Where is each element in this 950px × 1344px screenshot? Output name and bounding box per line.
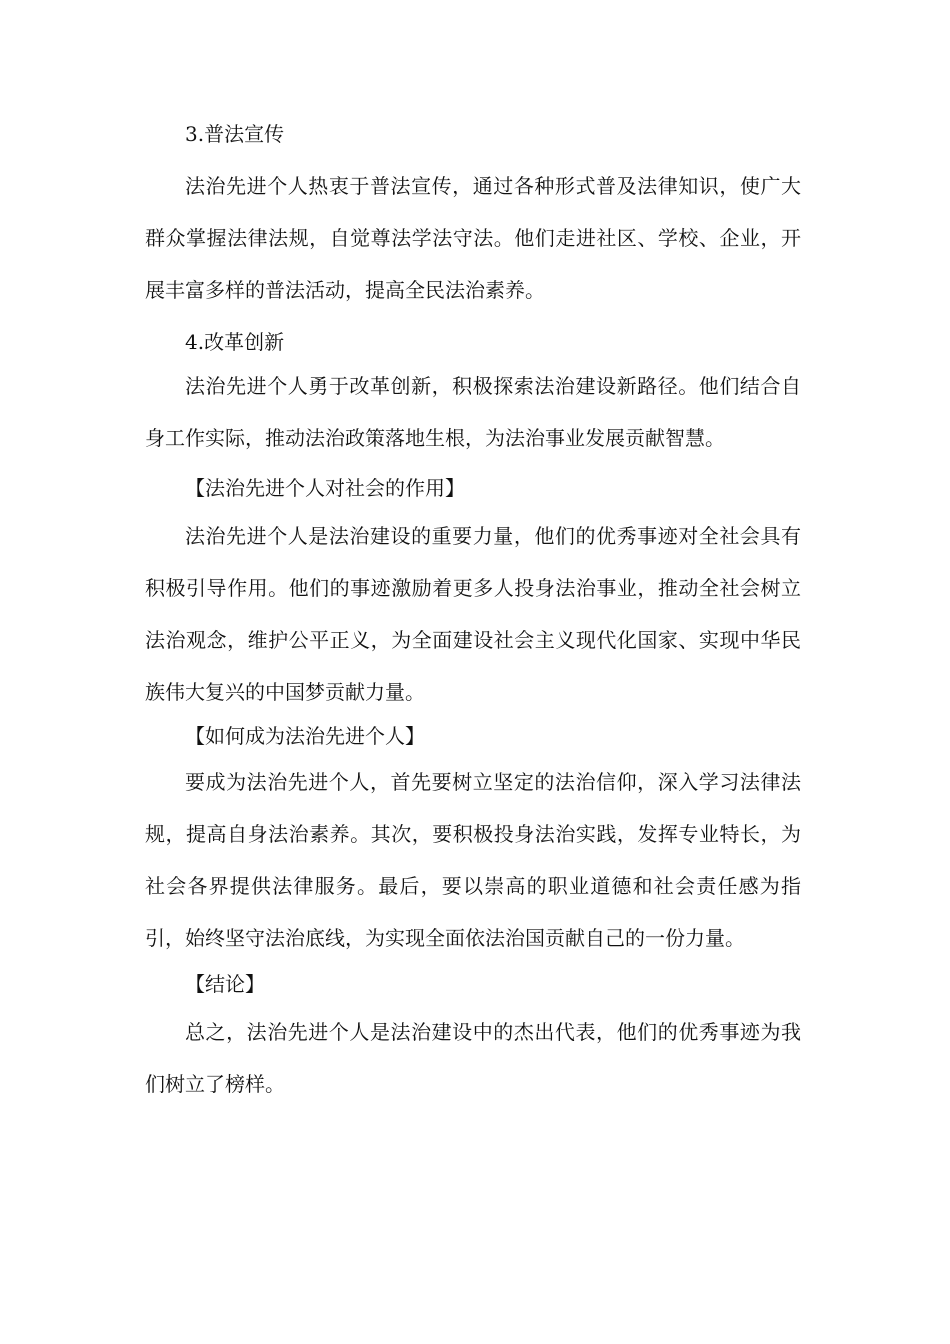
section-heading-popularization: 3.普法宣传 (185, 122, 285, 146)
paragraph: 法治先进个人热衷于普法宣传，通过各种形式普及法律知识，使广大群众掌握法律法规，自觉尊法学法守法。他们走进社区、学校、企业，开展丰富多样的普法活动，提高全民法治素养。 (145, 174, 801, 302)
paragraph: 法治先进个人是法治建设的重要力量，他们的优秀事迹对全社会具有积极引导作用。他们的事迹激励着更多人投身法治事业，推动全社会树立法治观念，维护公平正义，为全面建设社会主义现代化国家、实现中华民族伟大复兴的中国梦贡献力量。 (145, 524, 801, 704)
section-heading-social-role: 【法治先进个人对社会的作用】 (185, 476, 465, 500)
paragraph: 总之，法治先进个人是法治建设中的杰出代表，他们的优秀事迹为我们树立了榜样。 (145, 1020, 801, 1096)
section-heading-conclusion: 【结论】 (185, 972, 265, 996)
paragraph: 法治先进个人勇于改革创新，积极探索法治建设新路径。他们结合自身工作实际，推动法治政策落地生根，为法治事业发展贡献智慧。 (145, 374, 801, 450)
section-body-popularization (145, 160, 801, 316)
section-body-social-role (145, 510, 801, 718)
section-body-innovation (145, 360, 801, 464)
section-body-conclusion (145, 1006, 801, 1110)
paragraph: 要成为法治先进个人，首先要树立坚定的法治信仰，深入学习法律法规，提高自身法治素养。其次，要积极投身法治实践，发挥专业特长，为社会各界提供法律服务。最后，要以崇高的职业道德和社会责任感为指引，始终坚守法治底线，为实现全面依法治国贡献自己的一份力量。 (145, 770, 801, 950)
section-body-how-to (145, 756, 801, 964)
section-heading-innovation: 4.改革创新 (185, 330, 285, 354)
section-heading-how-to: 【如何成为法治先进个人】 (185, 724, 425, 748)
